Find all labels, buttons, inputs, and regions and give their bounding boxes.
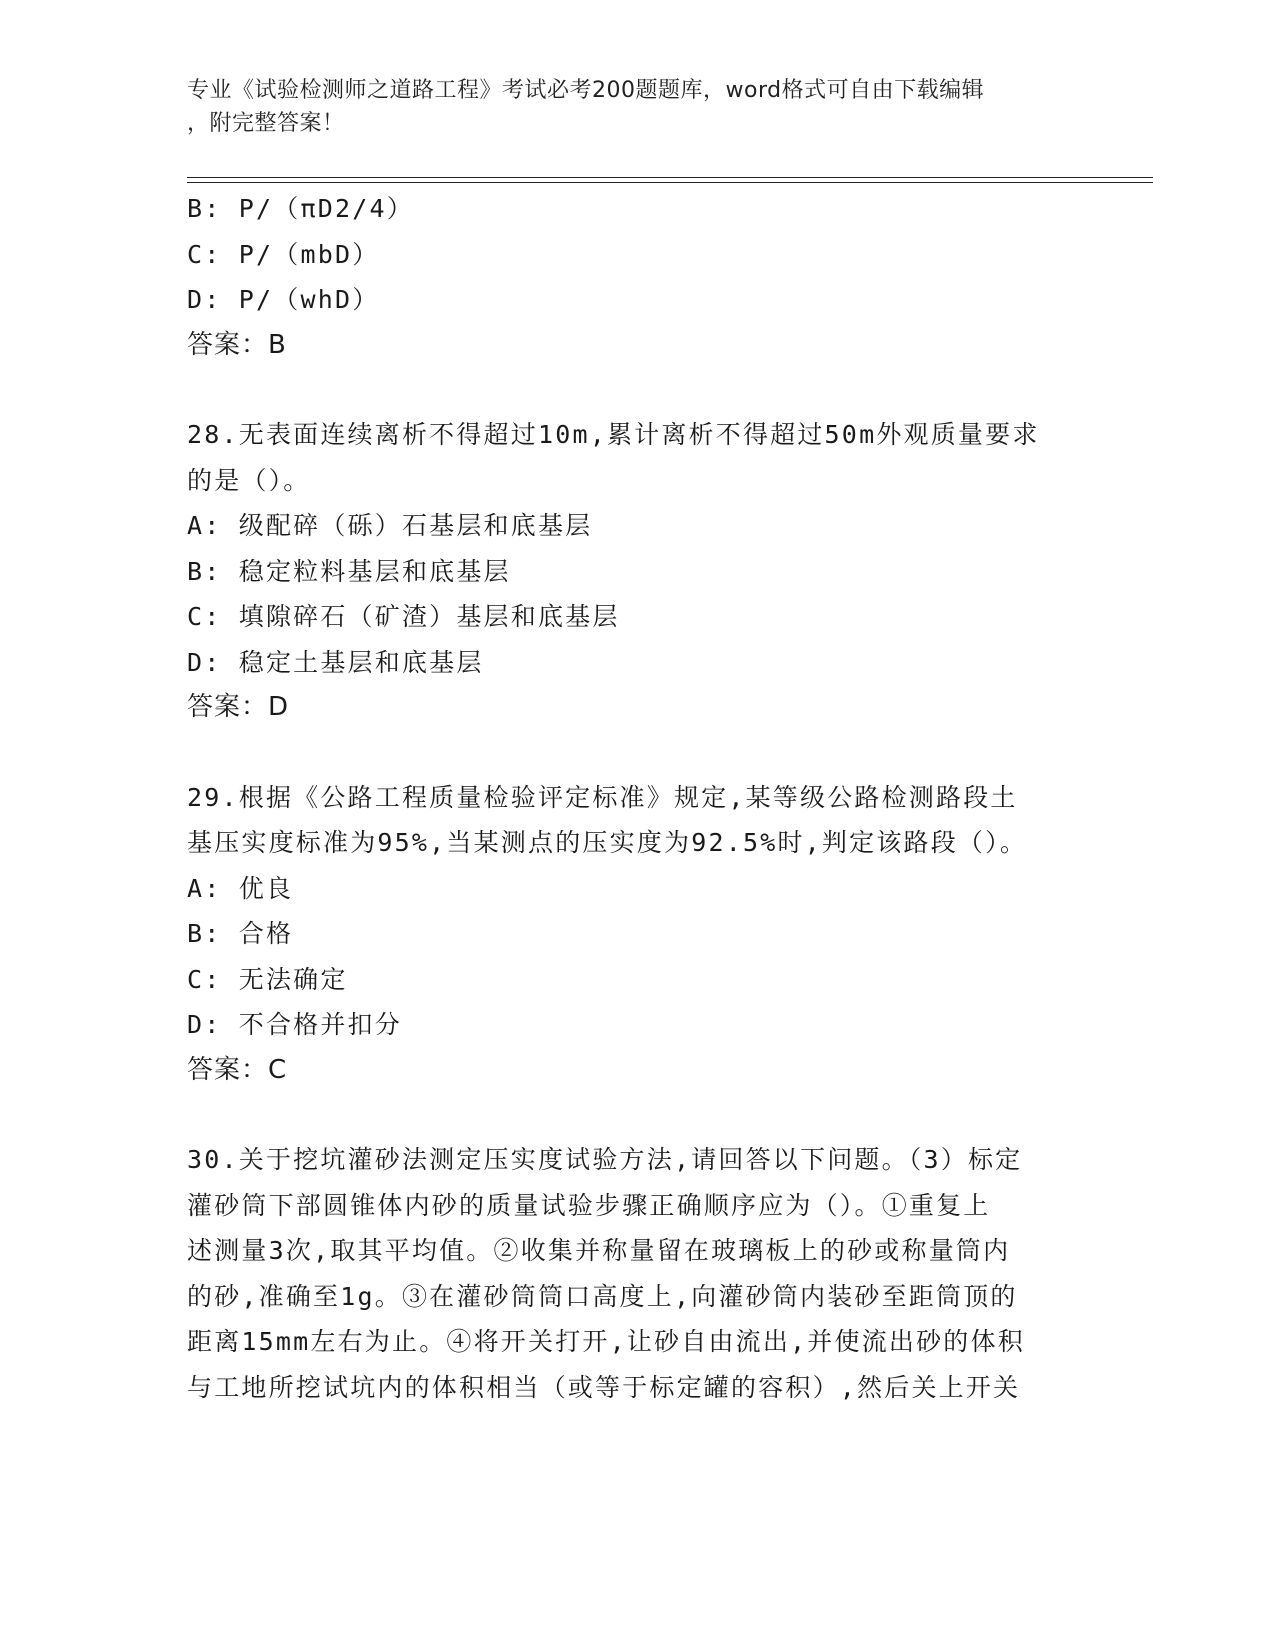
answer: 答案：C	[187, 1054, 288, 1085]
option-b: B: 合格	[187, 919, 294, 948]
question-28	[187, 412, 1087, 731]
header-line-1: 专业《试验检测师之道路工程》考试必考200题题库，word格式可自由下载编辑	[187, 78, 985, 103]
question-stem: 30.关于挖坑灌砂法测定压实度试验方法,请回答以下问题。（3）标定	[187, 1145, 1023, 1174]
document-body	[187, 186, 1087, 1410]
option-c: C: 无法确定	[187, 964, 348, 994]
option-d: D: 稳定土基层和底基层	[187, 647, 484, 677]
option-d: D: P/（whD）	[187, 285, 380, 314]
option-b: B: 稳定粒料基层和底基层	[187, 556, 511, 586]
option-a: A: 级配碎（砾）石基层和底基层	[187, 511, 593, 540]
question-stem: 基压实度标准为95%,当某测点的压实度为92.5%时,判定该路段（）。	[187, 828, 1028, 857]
question-stem: 与工地所挖试坑内的体积相当（或等于标定罐的容积）,然后关上开关	[187, 1372, 1021, 1402]
question-stem: 的是（）。	[187, 465, 311, 495]
header-rule-bottom	[187, 182, 1153, 183]
answer: 答案：D	[187, 692, 290, 722]
question-stem: 的砂,准确至1g。③在灌砂筒筒口高度上,向灌砂筒内装砂至距筒顶的	[187, 1281, 1018, 1311]
spacer	[187, 731, 1087, 775]
question-stem: 述测量3次,取其平均值。②收集并称量留在玻璃板上的砂或称量筒内	[187, 1236, 1011, 1265]
question-29	[187, 775, 1087, 1094]
question-30	[187, 1137, 1087, 1410]
question-stem: 29.根据《公路工程质量检验评定标准》规定,某等级公路检测路段土	[187, 782, 1018, 812]
question-stem: 距离15mm左右为止。④将开关打开,让砂自由流出,并使流出砂的体积	[187, 1327, 1025, 1356]
question-stem: 28.无表面连续离析不得超过10m,累计离析不得超过50m外观质量要求	[187, 420, 1040, 449]
header-rule-top	[187, 177, 1153, 178]
spacer	[187, 368, 1087, 412]
option-c: C: P/（mbD）	[187, 239, 380, 269]
question-stem: 灌砂筒下部圆锥体内砂的质量试验步骤正确顺序应为（）。①重复上	[187, 1190, 991, 1220]
header-line-2: ，附完整答案！	[187, 111, 345, 136]
question-27-continuation	[187, 186, 1087, 368]
option-b: B: P/（πD2/4）	[187, 194, 414, 223]
page-header	[187, 74, 1067, 140]
option-c: C: 填隙碎石（矿渣）基层和底基层	[187, 602, 620, 631]
answer: 答案：B	[187, 329, 287, 360]
option-d: D: 不合格并扣分	[187, 1010, 402, 1039]
spacer	[187, 1093, 1087, 1137]
option-a: A: 优良	[187, 873, 294, 903]
